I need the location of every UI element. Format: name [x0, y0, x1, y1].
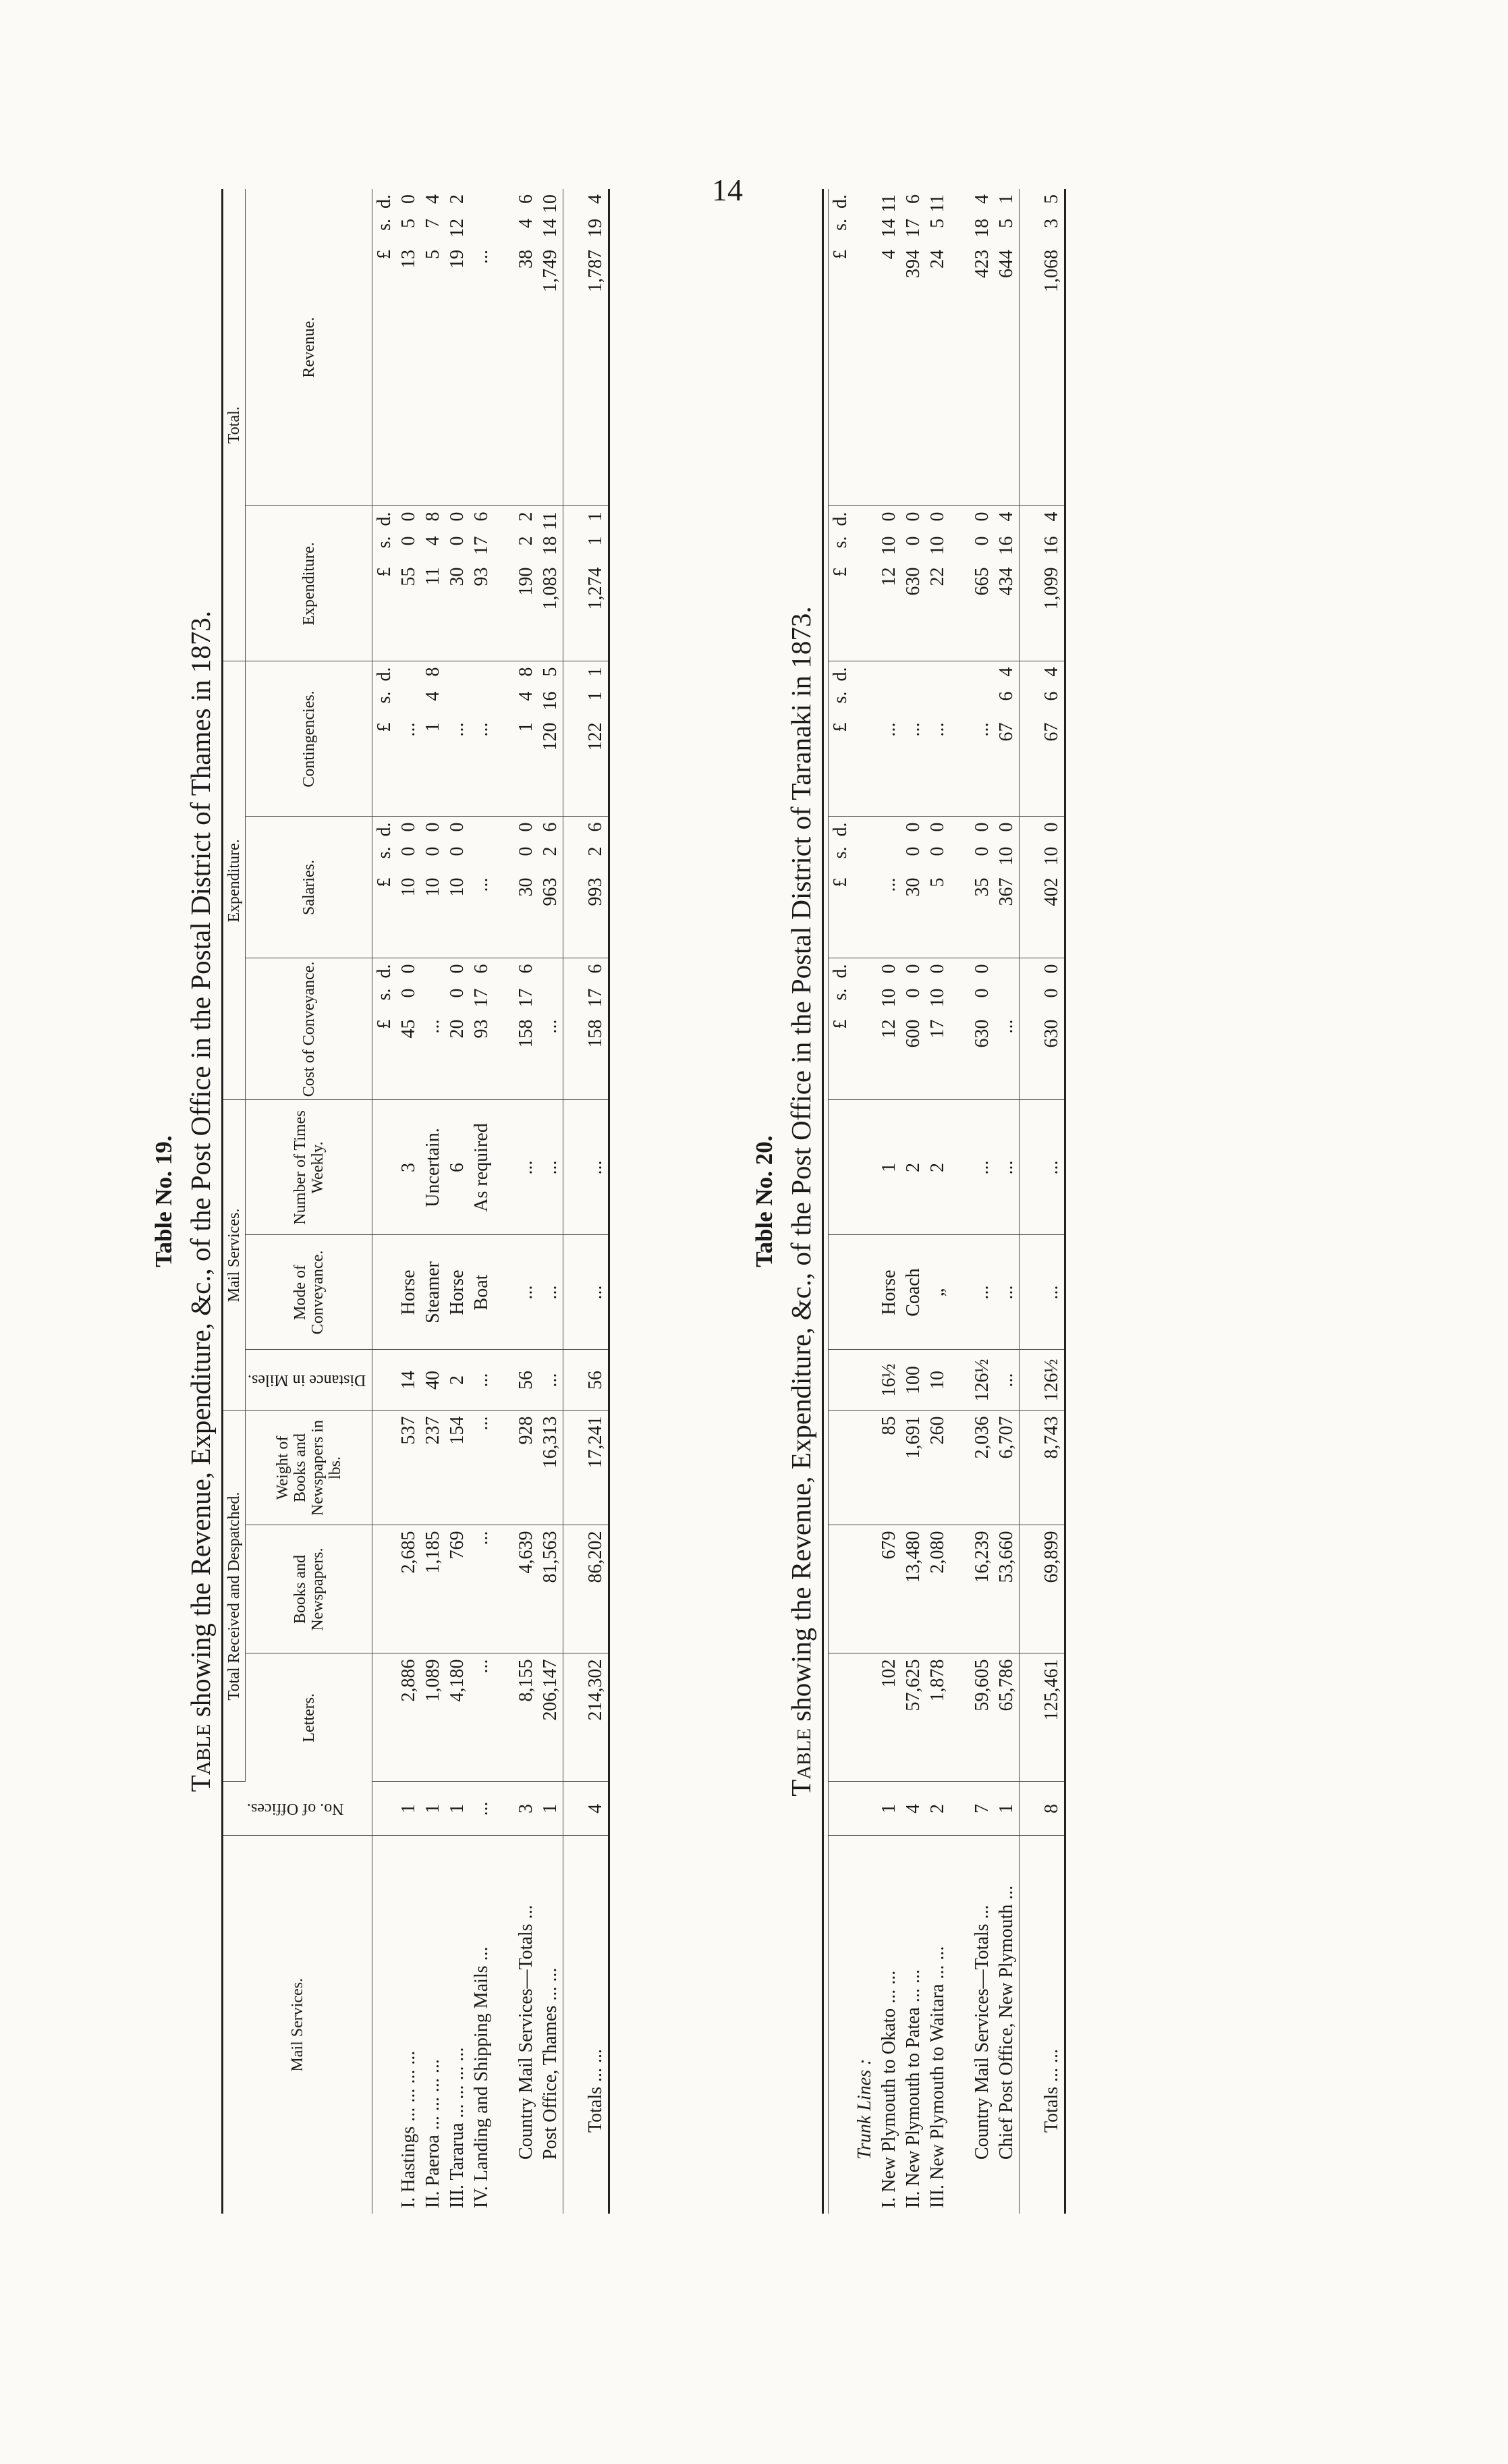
- offices-cell: 1: [421, 1782, 445, 1836]
- header-revenue: Revenue.: [246, 189, 372, 506]
- letters-cell: 102: [877, 1653, 901, 1782]
- table-20-caption: [780, 189, 822, 2214]
- offices-cell: 1: [538, 1782, 563, 1836]
- weight-cell: 154: [445, 1411, 470, 1525]
- letters-cell: 8,155: [514, 1653, 538, 1782]
- units-cell: £s.d.: [372, 958, 397, 1100]
- table-19-body: [397, 189, 609, 2214]
- header-contingencies: Contingencies.: [246, 661, 372, 817]
- contingencies-cell: 148: [514, 661, 538, 817]
- times-cell: Uncertain.: [421, 1100, 445, 1235]
- weight-cell: 17,241: [584, 1411, 609, 1525]
- mode-cell: Horse: [445, 1235, 470, 1350]
- service-name-cell: Totals ... ...: [584, 1836, 609, 2214]
- contingencies-cell: 12211: [584, 661, 609, 817]
- caption-table-word: Table: [785, 1728, 816, 1797]
- offices-cell: 2: [926, 1782, 950, 1836]
- table-20-body: [877, 189, 1065, 2214]
- books-cell: 679: [877, 1525, 901, 1653]
- offices-cell: 3: [514, 1782, 538, 1836]
- letters-cell: 65,786: [995, 1653, 1020, 1782]
- mode-cell: Steamer: [421, 1235, 445, 1350]
- header-offices: No. of Offices.: [223, 1782, 372, 1836]
- distance-cell: 56: [584, 1350, 609, 1411]
- table-19-heading: Table No. 19.: [150, 1135, 177, 1267]
- units-cell: £s.d.: [372, 189, 397, 506]
- revenue-cell: 1350: [397, 189, 421, 506]
- times-cell: 2: [901, 1100, 926, 1235]
- books-cell: 69,899: [1040, 1525, 1065, 1653]
- distance-cell: ...: [995, 1350, 1020, 1411]
- table-19-caption: [179, 189, 221, 2214]
- mode-cell: ...: [584, 1235, 609, 1350]
- letters-cell: 4,180: [445, 1653, 470, 1782]
- mode-cell: Coach: [901, 1235, 926, 1350]
- cost-cell: 4500: [397, 958, 421, 1100]
- mode-cell: Horse: [397, 1235, 421, 1350]
- weight-cell: 1,691: [901, 1411, 926, 1525]
- mode-cell: ...: [995, 1235, 1020, 1350]
- books-cell: 2,685: [397, 1525, 421, 1653]
- cost-cell: ...: [995, 958, 1020, 1100]
- offices-cell: 1: [397, 1782, 421, 1836]
- books-cell: 13,480: [901, 1525, 926, 1653]
- salaries-cell: ...: [877, 817, 901, 958]
- mode-cell: ...: [538, 1235, 563, 1350]
- contingencies-cell: 6764: [995, 661, 1020, 817]
- weight-cell: 237: [421, 1411, 445, 1525]
- revenue-cell: 19122: [445, 189, 470, 506]
- times-cell: As required: [470, 1100, 494, 1235]
- salaries-cell: 3500: [970, 817, 995, 958]
- contingencies-cell: ...: [877, 661, 901, 817]
- table-row: [901, 189, 926, 2214]
- salaries-cell: 1000: [397, 817, 421, 958]
- times-cell: 1: [877, 1100, 901, 1235]
- table-row: [397, 189, 421, 2214]
- cost-cell: 158176: [514, 958, 538, 1100]
- books-cell: 4,639: [514, 1525, 538, 1653]
- cost-cell: ...: [538, 958, 563, 1100]
- times-cell: ...: [970, 1100, 995, 1235]
- salaries-cell: 1000: [421, 817, 445, 958]
- distance-cell: 2: [445, 1350, 470, 1411]
- letters-cell: 2,886: [397, 1653, 421, 1782]
- cost-cell: 63000: [970, 958, 995, 1100]
- cost-cell: 17100: [926, 958, 950, 1100]
- table-20-block: [749, 189, 1066, 2214]
- distance-cell: 126½: [1040, 1350, 1065, 1411]
- table-20: [822, 189, 1066, 2214]
- revenue-cell: 394176: [901, 189, 926, 506]
- units-cell: £s.d.: [829, 817, 854, 958]
- table-row: [538, 189, 563, 2214]
- service-name-cell: I. Hastings ... ... ... ...: [398, 2050, 420, 2208]
- units-cell: £s.d.: [829, 506, 854, 661]
- weight-cell: 260: [926, 1411, 950, 1525]
- cost-cell: ...: [421, 958, 445, 1100]
- service-name-cell: I. New Plymouth to Okato ... ...: [878, 1970, 899, 2208]
- revenue-cell: 1,06835: [1040, 189, 1065, 506]
- letters-cell: 206,147: [538, 1653, 563, 1782]
- service-name-cell: II. New Plymouth to Patea ... ...: [903, 1969, 924, 2208]
- contingencies-cell: ...: [445, 661, 470, 817]
- expenditure-cell: 63000: [901, 506, 926, 661]
- times-cell: ...: [514, 1100, 538, 1235]
- distance-cell: 14: [397, 1350, 421, 1411]
- letters-cell: 59,605: [970, 1653, 995, 1782]
- times-cell: ...: [584, 1100, 609, 1235]
- header-distance: Distance in Miles.: [246, 1350, 372, 1411]
- service-name-cell: Country Mail Services—Totals ...: [515, 1905, 537, 2160]
- salaries-cell: 1000: [445, 817, 470, 958]
- salaries-cell: 402100: [1040, 817, 1065, 958]
- books-cell: 2,080: [926, 1525, 950, 1653]
- revenue-cell: 41411: [877, 189, 901, 506]
- salaries-cell: 99326: [584, 817, 609, 958]
- units-row: [372, 189, 397, 2214]
- mode-cell: „: [926, 1235, 950, 1350]
- service-name-cell: Chief Post Office, New Plymouth ...: [995, 1836, 1020, 2214]
- salaries-cell: ...: [470, 817, 494, 958]
- expenditure-cell: 3000: [445, 506, 470, 661]
- distance-cell: 56: [514, 1350, 538, 1411]
- weight-cell: 2,036: [970, 1411, 995, 1525]
- header-mail-services-group: Mail Services.: [223, 1100, 246, 1411]
- expenditure-cell: 66500: [970, 506, 995, 661]
- table-row: [584, 189, 609, 2214]
- mode-cell: ...: [1040, 1235, 1065, 1350]
- times-cell: 3: [397, 1100, 421, 1235]
- offices-cell: 8: [1040, 1782, 1065, 1836]
- revenue-cell: 64451: [995, 189, 1020, 506]
- offices-cell: ...: [470, 1782, 494, 1836]
- header-expenditure-group: Expenditure.: [223, 661, 246, 1100]
- distance-cell: 40: [421, 1350, 445, 1411]
- offices-cell: 1: [995, 1782, 1020, 1836]
- header-cost: Cost of Conveyance.: [246, 958, 372, 1100]
- units-cell: £s.d.: [829, 661, 854, 817]
- table-row: [470, 189, 494, 2214]
- revenue-cell: 574: [421, 189, 445, 506]
- distance-cell: ...: [470, 1350, 494, 1411]
- expenditure-cell: 5500: [397, 506, 421, 661]
- service-name-cell: II. Paeroa ... ... ... ...: [422, 2059, 444, 2208]
- books-cell: 16,239: [970, 1525, 995, 1653]
- revenue-cell: 1,787194: [584, 189, 609, 506]
- table-row: [970, 189, 995, 2214]
- books-cell: 1,185: [421, 1525, 445, 1653]
- weight-cell: 928: [514, 1411, 538, 1525]
- letters-cell: 214,302: [584, 1653, 609, 1782]
- books-cell: 86,202: [584, 1525, 609, 1653]
- service-name-cell: III. New Plymouth to Waitara ... ...: [927, 1946, 948, 2208]
- salaries-cell: 500: [926, 817, 950, 958]
- letters-cell: 1,089: [421, 1653, 445, 1782]
- mode-cell: ...: [514, 1235, 538, 1350]
- weight-cell: 537: [397, 1411, 421, 1525]
- page-number: 14: [712, 173, 743, 207]
- expenditure-cell: 434164: [995, 506, 1020, 661]
- units-cell: £s.d.: [829, 189, 854, 506]
- mode-cell: Boat: [470, 1235, 494, 1350]
- header-times: Number of Times Weekly.: [246, 1100, 372, 1235]
- service-name-cell: Post Office, Thames ... ...: [538, 1836, 563, 2214]
- contingencies-cell: ...: [470, 661, 494, 817]
- caption-text: showing the Revenue, Expenditure, &c., of the Post Office in the Postal District of Taranaki in 1873.: [785, 606, 816, 1728]
- revenue-cell: 1,7491410: [538, 189, 563, 506]
- table-row: [877, 189, 901, 2214]
- service-name-cell: Totals ... ...: [1040, 1836, 1065, 2214]
- cost-cell: 93176: [470, 958, 494, 1100]
- units-cell: £s.d.: [372, 661, 397, 817]
- contingencies-cell: 6764: [1040, 661, 1065, 817]
- header-mode: Mode of Conveyance.: [246, 1235, 372, 1350]
- times-cell: ...: [1040, 1100, 1065, 1235]
- revenue-cell: ...: [470, 189, 494, 506]
- weight-cell: 6,707: [995, 1411, 1020, 1525]
- service-name-cell: IV. Landing and Shipping Mails ...: [471, 1946, 493, 2208]
- table-row: [514, 189, 538, 2214]
- spacer-row: [1020, 189, 1040, 2214]
- caption-text: showing the Revenue, Expenditure, &c., of the Post Office in the Postal District of Thames in 1873.: [185, 610, 216, 1724]
- units-cell: £s.d.: [372, 817, 397, 958]
- distance-cell: 16½: [877, 1350, 901, 1411]
- expenditure-cell: 93176: [470, 506, 494, 661]
- expenditure-cell: 1,099164: [1040, 506, 1065, 661]
- cost-cell: 2000: [445, 958, 470, 1100]
- expenditure-cell: 19022: [514, 506, 538, 661]
- contingencies-cell: ...: [397, 661, 421, 817]
- table-19: [221, 189, 610, 2214]
- times-cell: ...: [995, 1100, 1020, 1235]
- cost-cell: 12100: [877, 958, 901, 1100]
- table-row: [1040, 189, 1065, 2214]
- table-20-heading: Table No. 20.: [751, 1135, 777, 1267]
- distance-cell: 126½: [970, 1350, 995, 1411]
- times-cell: ...: [538, 1100, 563, 1235]
- trunk-lines-label: Trunk Lines :: [854, 2058, 875, 2160]
- table-header-row: [223, 189, 246, 2214]
- mode-cell: Horse: [877, 1235, 901, 1350]
- letters-cell: 57,625: [901, 1653, 926, 1782]
- trunk-lines-row: [853, 189, 877, 2214]
- spacer-row: [563, 189, 584, 2214]
- units-cell: £s.d.: [829, 958, 854, 1100]
- table-row: [995, 189, 1020, 2214]
- salaries-cell: 367100: [995, 817, 1020, 958]
- offices-cell: 1: [877, 1782, 901, 1836]
- revenue-cell: 3846: [514, 189, 538, 506]
- weight-cell: 85: [877, 1411, 901, 1525]
- units-row: [829, 189, 854, 2214]
- letters-cell: 1,878: [926, 1653, 950, 1782]
- table-row: [926, 189, 950, 2214]
- contingencies-cell: ...: [970, 661, 995, 817]
- books-cell: ...: [470, 1525, 494, 1653]
- salaries-cell: 3000: [901, 817, 926, 958]
- caption-table-word: Table: [185, 1724, 216, 1792]
- service-name-cell: III. Tararua ... ... ... ...: [447, 2047, 468, 2208]
- cost-cell: 158176: [584, 958, 609, 1100]
- header-total-group: Total.: [223, 189, 246, 661]
- books-cell: 81,563: [538, 1525, 563, 1653]
- letters-cell: ...: [470, 1653, 494, 1782]
- expenditure-cell: 22100: [926, 506, 950, 661]
- contingencies-cell: ...: [901, 661, 926, 817]
- table-row: [445, 189, 470, 2214]
- distance-cell: 10: [926, 1350, 950, 1411]
- rotated-tables-block: [148, 189, 1336, 2214]
- weight-cell: 16,313: [538, 1411, 563, 1525]
- offices-cell: 4: [901, 1782, 926, 1836]
- salaries-cell: 96326: [538, 817, 563, 958]
- cost-cell: 60000: [901, 958, 926, 1100]
- table-header-row: [823, 189, 829, 2214]
- table-19-block: [148, 189, 610, 2214]
- header-weight: Weight of Books and Newspapers in lbs.: [246, 1411, 372, 1525]
- table-row: [421, 189, 445, 2214]
- header-expenditure: Expenditure.: [246, 506, 372, 661]
- contingencies-cell: ...: [926, 661, 950, 817]
- salaries-cell: 3000: [514, 817, 538, 958]
- expenditure-cell: 1,27411: [584, 506, 609, 661]
- contingencies-cell: 120165: [538, 661, 563, 817]
- header-letters: Letters.: [246, 1653, 372, 1782]
- revenue-cell: 423184: [970, 189, 995, 506]
- times-cell: 2: [926, 1100, 950, 1235]
- weight-cell: ...: [470, 1411, 494, 1525]
- cost-cell: 63000: [1040, 958, 1065, 1100]
- header-mail-services: Mail Services.: [223, 1836, 372, 2214]
- distance-cell: ...: [538, 1350, 563, 1411]
- revenue-cell: 24511: [926, 189, 950, 506]
- offices-cell: 1: [445, 1782, 470, 1836]
- spacer-row: [494, 189, 514, 2214]
- header-salaries: Salaries.: [246, 817, 372, 958]
- service-name-cell: Country Mail Services—Totals ...: [972, 1905, 993, 2160]
- offices-cell: 7: [970, 1782, 995, 1836]
- contingencies-cell: 148: [421, 661, 445, 817]
- mode-cell: ...: [970, 1235, 995, 1350]
- books-cell: 769: [445, 1525, 470, 1653]
- letters-cell: 125,461: [1040, 1653, 1065, 1782]
- expenditure-cell: 1148: [421, 506, 445, 661]
- weight-cell: 8,743: [1040, 1411, 1065, 1525]
- times-cell: 6: [445, 1100, 470, 1235]
- books-cell: 53,660: [995, 1525, 1020, 1653]
- header-books: Books and Newspapers.: [246, 1525, 372, 1653]
- header-total-received: Total Received and Despatched.: [223, 1411, 246, 1782]
- spacer-row: [950, 189, 970, 2214]
- units-cell: £s.d.: [372, 506, 397, 661]
- offices-cell: 4: [584, 1782, 609, 1836]
- expenditure-cell: 1,0831811: [538, 506, 563, 661]
- distance-cell: 100: [901, 1350, 926, 1411]
- expenditure-cell: 12100: [877, 506, 901, 661]
